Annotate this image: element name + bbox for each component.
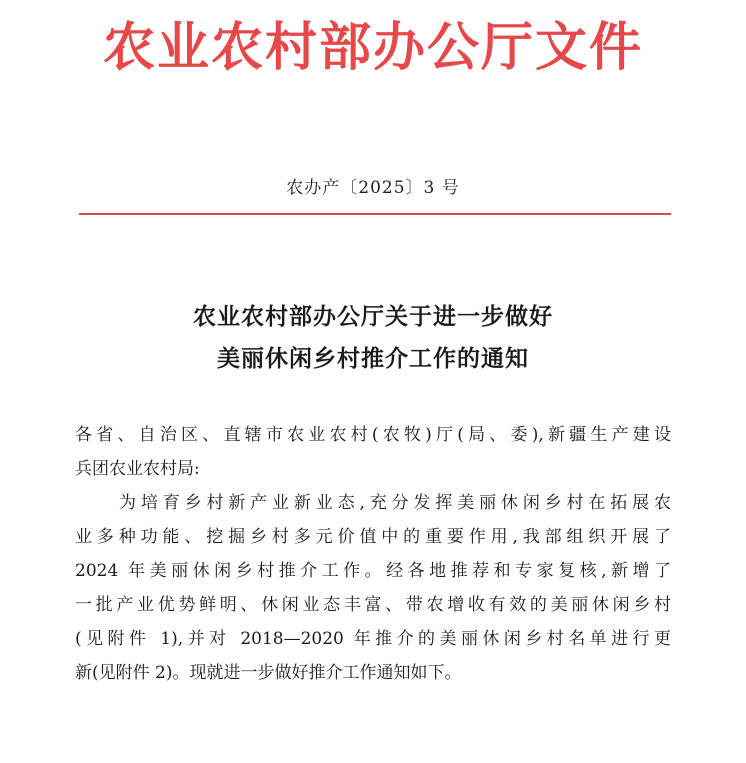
notice-body [75, 418, 671, 690]
paragraph-line-4: 一批产业优势鲜明、休闲业态丰富、带农增收有效的美丽休闲乡村 [75, 595, 671, 615]
salutation-line-1: 各省、自治区、直辖市农业农村(农牧)厅(局、委),新疆生产建设 [75, 425, 671, 445]
paragraph-line-6: 新(见附件 2)。现就进一步做好推介工作通知如下。 [75, 663, 462, 683]
notice-title [0, 296, 746, 380]
paragraph-line-2: 业多种功能、挖掘乡村多元价值中的重要作用,我部组织开展了 [75, 527, 671, 547]
notice-title-line-1: 农业农村部办公厅关于进一步做好 [193, 303, 553, 330]
paragraph-line-3: 2024 年美丽休闲乡村推介工作。经各地推荐和专家复核,新增了 [75, 561, 671, 581]
notice-title-line-2: 美丽休闲乡村推介工作的通知 [217, 345, 529, 372]
salutation-line-2: 兵团农业农村局: [75, 459, 200, 479]
red-divider-line [79, 213, 671, 215]
paragraph-line-5: (见附件 1),并对 2018—2020 年推介的美丽休闲乡村名单进行更 [75, 629, 671, 649]
document-number: 农办产〔2025〕3 号 [286, 178, 460, 198]
paragraph-line-1: 为培育乡村新产业新业态,充分发挥美丽休闲乡村在拓展农 [119, 493, 671, 513]
document-header-title: 农业农村部办公厅文件 [102, 17, 643, 78]
